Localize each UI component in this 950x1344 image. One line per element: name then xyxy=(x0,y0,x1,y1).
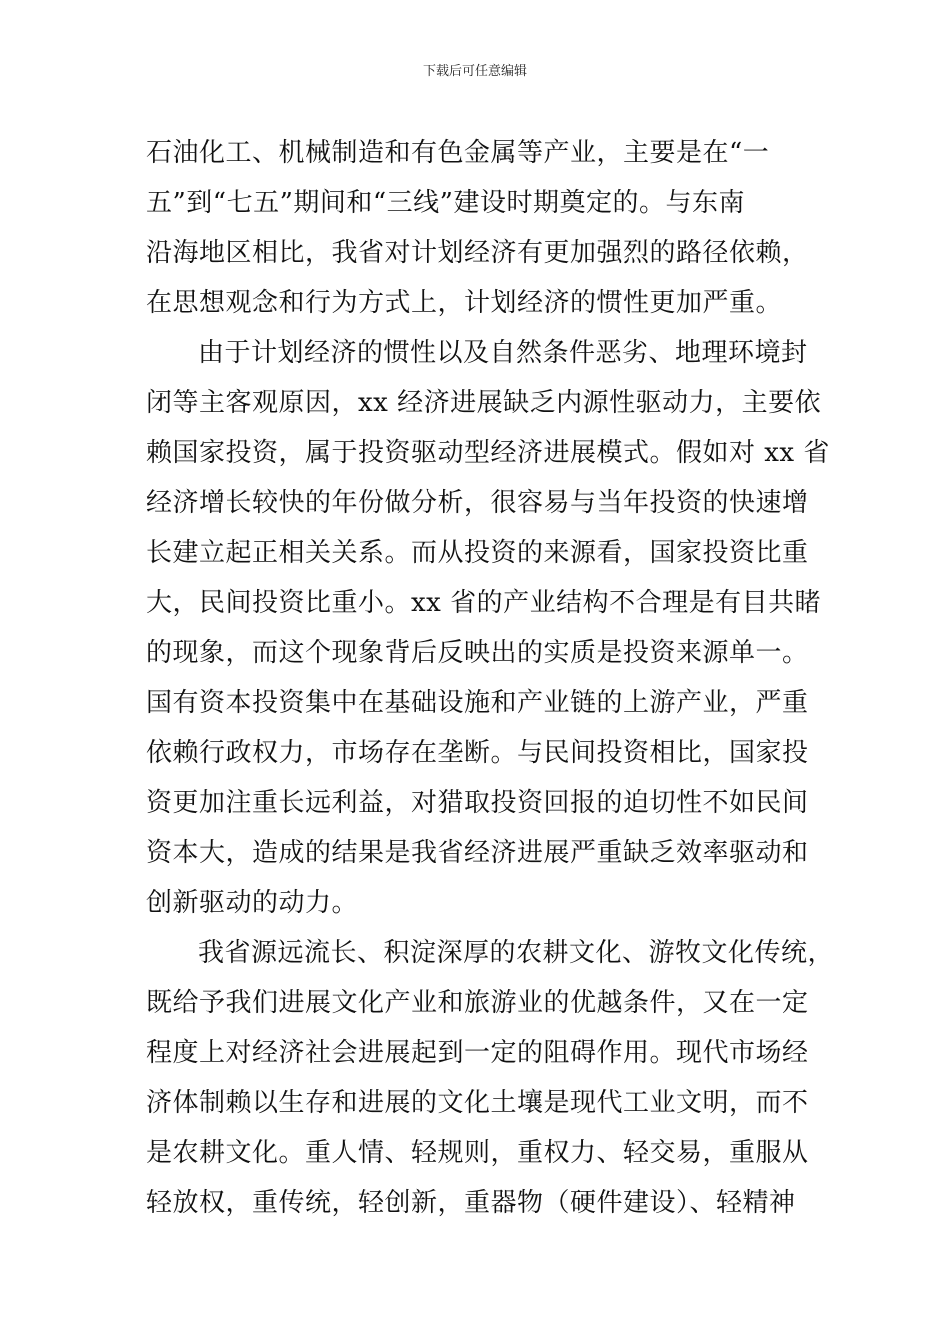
paragraph-line: 石油化工、机械制造和有色金属等产业，主要是在“一 xyxy=(146,138,770,168)
paragraph-line: 轻放权，重传统，轻创新，重器物（硬件建设）、轻精神 xyxy=(146,1188,796,1218)
paragraph-line: 闭等主客观原因，xx 经济进展缺乏内源性驱动力，主要依 xyxy=(146,388,822,418)
page-header: 下载后可任意编辑 xyxy=(422,64,527,79)
paragraph-line: 五”到“七五”期间和“三线”建设时期奠定的。与东南 xyxy=(146,188,745,218)
paragraph-line: 长建立起正相关关系。而从投资的来源看，国家投资比重 xyxy=(146,538,809,568)
paragraph-line: 在思想观念和行为方式上，计划经济的惯性更加严重。 xyxy=(146,288,783,318)
paragraph-line: 济体制赖以生存和进展的文化土壤是现代工业文明，而不 xyxy=(146,1088,809,1118)
paragraph-line: 国有资本投资集中在基础设施和产业链的上游产业，严重 xyxy=(146,688,809,718)
paragraph-line: 程度上对经济社会进展起到一定的阻碍作用。现代市场经 xyxy=(146,1038,809,1068)
paragraph-line: 大，民间投资比重小。xx 省的产业结构不合理是有目共睹 xyxy=(146,588,822,618)
document-body xyxy=(146,128,835,1228)
paragraph-line: 既给予我们进展文化产业和旅游业的优越条件，又在一定 xyxy=(146,988,809,1018)
paragraph-line: 资本大，造成的结果是我省经济进展严重缺乏效率驱动和 xyxy=(146,838,809,868)
paragraph-line: 赖国家投资，属于投资驱动型经济进展模式。假如对 xx 省 xyxy=(146,438,830,468)
paragraph-first-line: 我省源远流长、积淀深厚的农耕文化、游牧文化传统， xyxy=(198,938,835,968)
paragraph-first-line: 由于计划经济的惯性以及自然条件恶劣、地理环境封 xyxy=(198,338,808,368)
paragraph-line: 资更加注重长远利益，对猎取投资回报的迫切性不如民间 xyxy=(146,788,809,818)
paragraph-line: 依赖行政权力，市场存在垄断。与民间投资相比，国家投 xyxy=(146,738,809,768)
paragraph-line: 沿海地区相比，我省对计划经济有更加强烈的路径依赖， xyxy=(146,238,809,268)
paragraph-line: 经济增长较快的年份做分析，很容易与当年投资的快速增 xyxy=(146,488,809,518)
paragraph-line: 是农耕文化。重人情、轻规则，重权力、轻交易，重服从 xyxy=(146,1138,809,1168)
paragraph-line: 创新驱动的动力。 xyxy=(146,888,359,918)
paragraph-line: 的现象，而这个现象背后反映出的实质是投资来源单一。 xyxy=(146,638,809,668)
